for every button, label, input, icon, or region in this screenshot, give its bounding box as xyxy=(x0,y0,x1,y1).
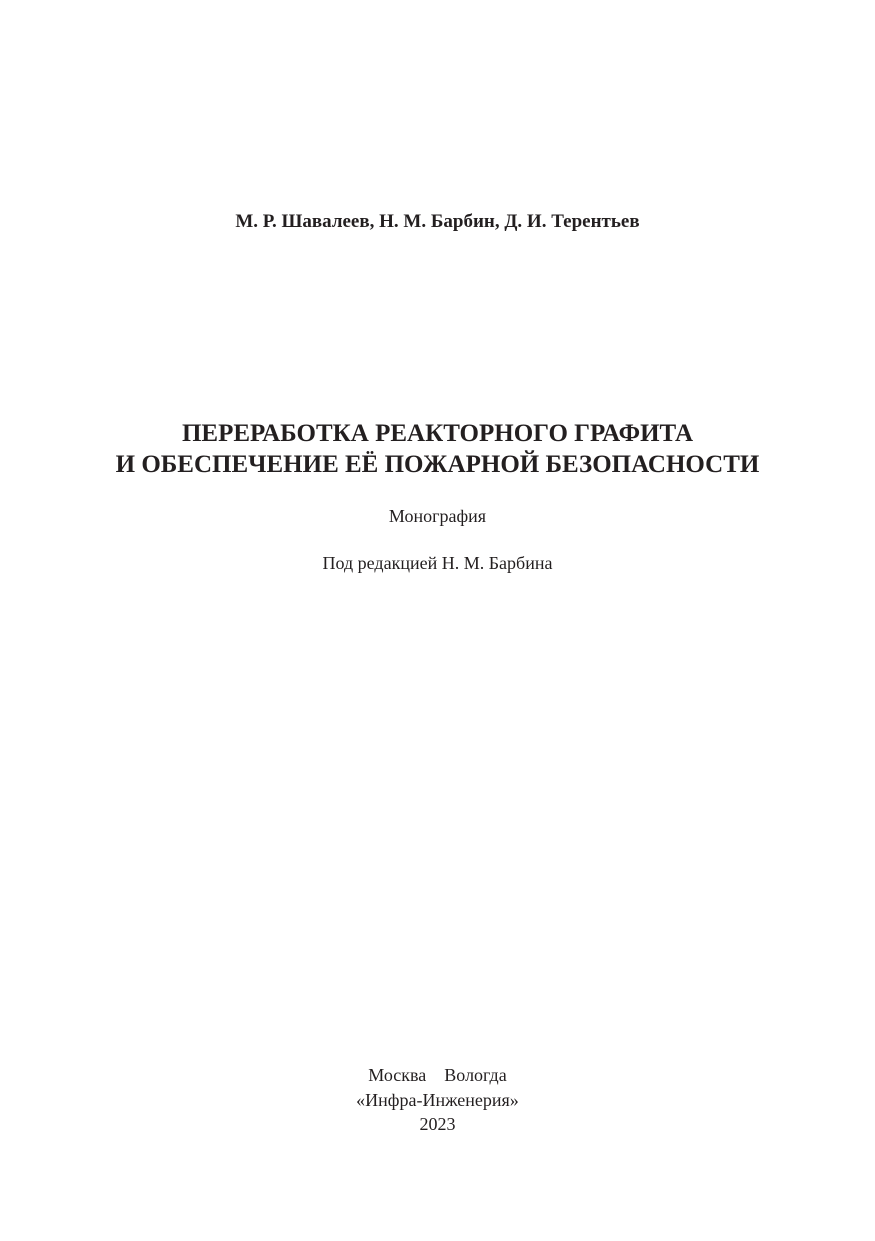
imprint-cities xyxy=(0,1064,875,1086)
book-title-line-1: ПЕРЕРАБОТКА РЕАКТОРНОГО ГРАФИТА xyxy=(181,420,694,447)
imprint-year: 2023 xyxy=(419,1114,456,1134)
imprint-publisher: «Инфра-Инженерия» xyxy=(356,1090,519,1110)
authors: М. Р. Шавалеев, Н. М. Барбин, Д. И. Терентьев xyxy=(235,211,640,232)
imprint-city-vologda: Вологда xyxy=(444,1065,507,1085)
book-title-line-2: И ОБЕСПЕЧЕНИЕ ЕЁ ПОЖАРНОЙ БЕЗОПАСНОСТИ xyxy=(115,451,760,478)
editor-credit: Под редакцией Н. М. Барбина xyxy=(322,553,553,573)
genre: Монография xyxy=(388,506,487,526)
imprint-city-moscow: Москва xyxy=(368,1065,427,1085)
